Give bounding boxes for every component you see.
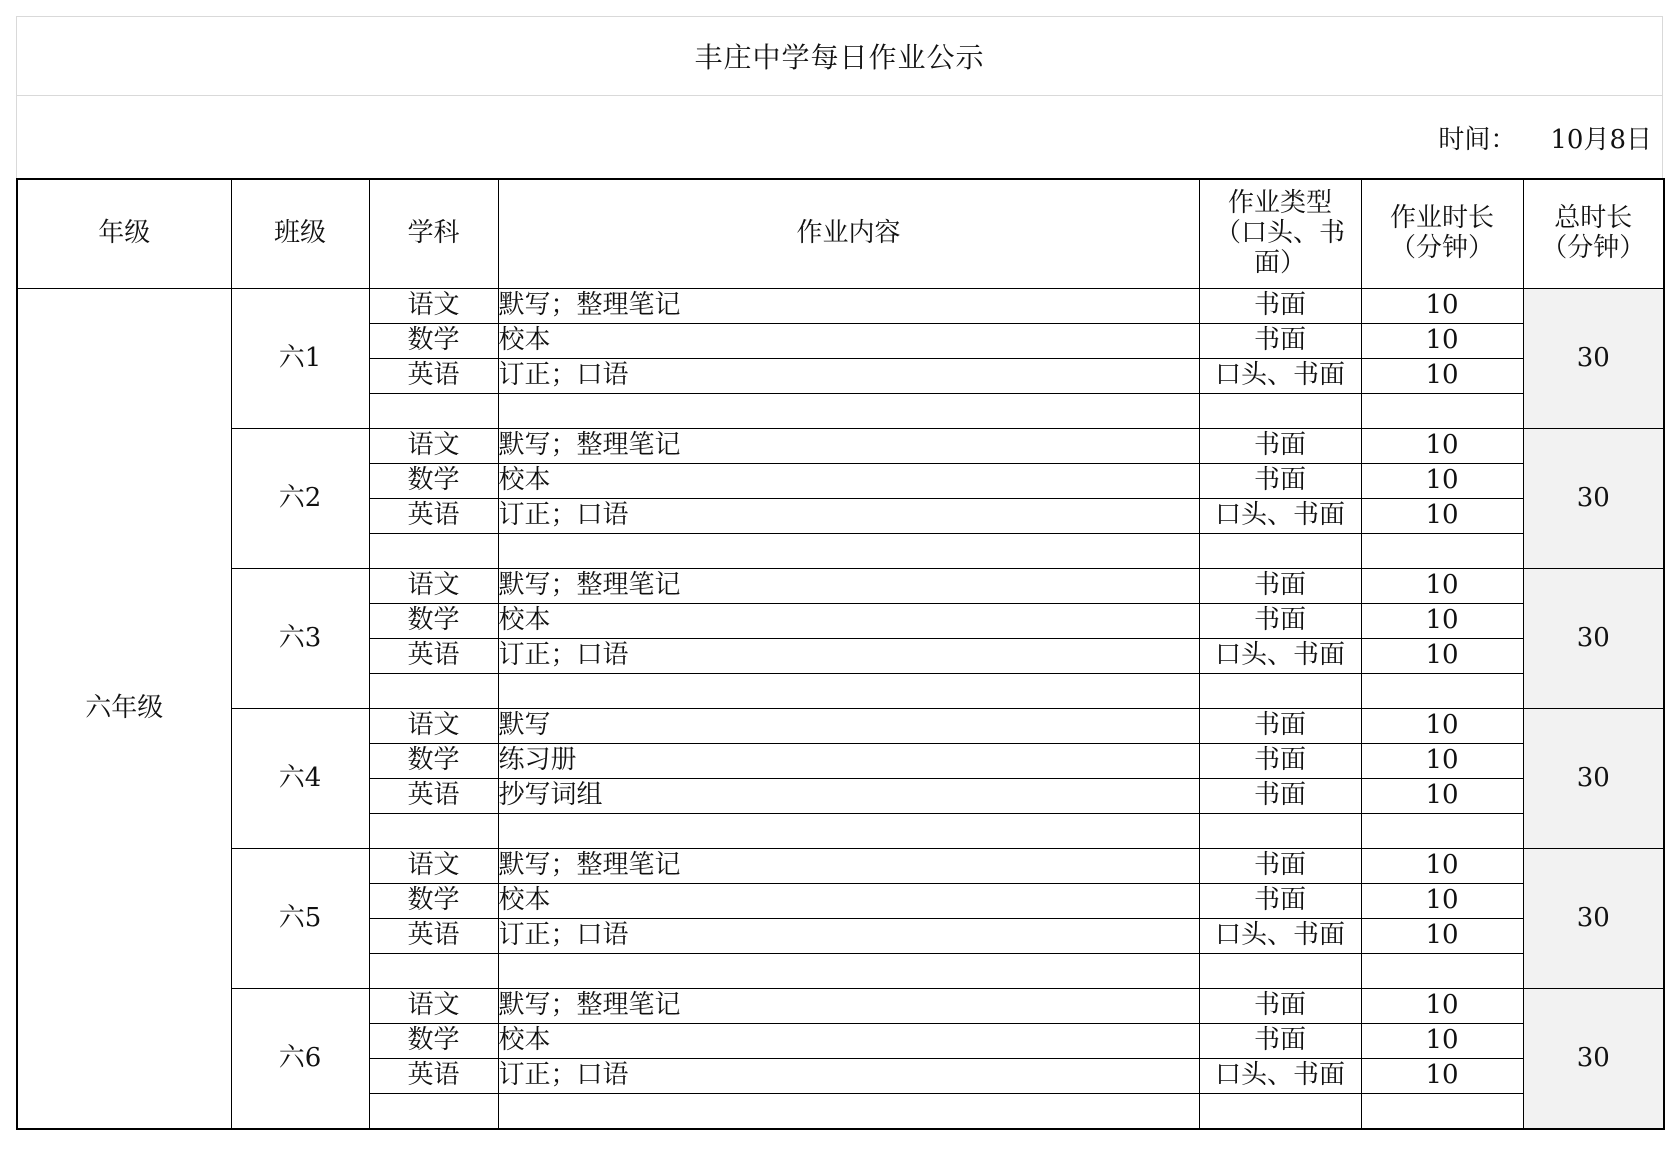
header-duration-line: （分钟） [1389, 233, 1494, 263]
minutes-cell: 10 [1361, 464, 1523, 499]
minutes-cell: 10 [1361, 289, 1523, 324]
content-cell: 默写；整理笔记 [498, 849, 1199, 884]
sheet-title-row [16, 16, 1663, 96]
content-cell: 订正；口语 [498, 1059, 1199, 1094]
header-total-line: （分钟） [1541, 233, 1646, 263]
minutes-cell [1361, 954, 1523, 989]
type-cell: 口头、书面 [1199, 499, 1361, 534]
table-row [17, 569, 1664, 604]
type-cell [1199, 954, 1361, 989]
content-cell: 校本 [498, 324, 1199, 359]
subject-cell [369, 674, 498, 709]
type-cell: 书面 [1199, 709, 1361, 744]
minutes-cell [1361, 1094, 1523, 1130]
subject-cell: 数学 [369, 744, 498, 779]
subject-cell: 英语 [369, 919, 498, 954]
content-cell: 抄写词组 [498, 779, 1199, 814]
minutes-cell: 10 [1361, 849, 1523, 884]
minutes-cell [1361, 534, 1523, 569]
minutes-cell: 10 [1361, 499, 1523, 534]
type-cell: 书面 [1199, 779, 1361, 814]
header-type [1199, 179, 1361, 289]
content-cell: 校本 [498, 884, 1199, 919]
minutes-cell: 10 [1361, 709, 1523, 744]
minutes-cell: 10 [1361, 779, 1523, 814]
homework-sheet [16, 16, 1663, 1130]
minutes-cell: 10 [1361, 639, 1523, 674]
content-cell: 默写；整理笔记 [498, 289, 1199, 324]
content-cell: 校本 [498, 604, 1199, 639]
type-cell: 书面 [1199, 1024, 1361, 1059]
minutes-cell: 10 [1361, 989, 1523, 1024]
content-cell [498, 1094, 1199, 1130]
subject-cell: 英语 [369, 639, 498, 674]
header-type-line: （口头、书 [1214, 218, 1345, 249]
date-value: 10月8日 [1550, 124, 1652, 155]
type-cell [1199, 674, 1361, 709]
minutes-cell: 10 [1361, 1059, 1523, 1094]
type-cell: 书面 [1199, 884, 1361, 919]
total-cell: 30 [1523, 569, 1664, 709]
type-cell [1199, 814, 1361, 849]
subject-cell: 英语 [369, 499, 498, 534]
minutes-cell: 10 [1361, 569, 1523, 604]
subject-cell: 数学 [369, 324, 498, 359]
subject-cell: 英语 [369, 359, 498, 394]
subject-cell: 英语 [369, 779, 498, 814]
subject-cell [369, 534, 498, 569]
header-subject: 学科 [369, 179, 498, 289]
header-total [1523, 179, 1664, 289]
type-cell: 书面 [1199, 849, 1361, 884]
content-cell: 订正；口语 [498, 499, 1199, 534]
type-cell: 书面 [1199, 324, 1361, 359]
subject-cell: 数学 [369, 604, 498, 639]
type-cell: 书面 [1199, 289, 1361, 324]
type-cell: 书面 [1199, 989, 1361, 1024]
total-cell: 30 [1523, 429, 1664, 569]
subject-cell [369, 954, 498, 989]
date-label: 时间： [1438, 124, 1517, 155]
subject-cell: 语文 [369, 569, 498, 604]
table-row [17, 429, 1664, 464]
type-cell [1199, 534, 1361, 569]
content-cell: 默写；整理笔记 [498, 429, 1199, 464]
subject-cell [369, 394, 498, 429]
type-cell [1199, 394, 1361, 429]
date-row [16, 96, 1663, 178]
subject-cell: 语文 [369, 429, 498, 464]
content-cell: 校本 [498, 1024, 1199, 1059]
header-type-line: 面） [1253, 247, 1306, 278]
type-cell: 书面 [1199, 464, 1361, 499]
subject-cell: 数学 [369, 1024, 498, 1059]
class-cell: 六2 [231, 429, 369, 569]
minutes-cell [1361, 814, 1523, 849]
content-cell [498, 674, 1199, 709]
total-cell: 30 [1523, 709, 1664, 849]
subject-cell: 英语 [369, 1059, 498, 1094]
class-cell: 六3 [231, 569, 369, 709]
total-cell: 30 [1523, 989, 1664, 1130]
content-cell [498, 534, 1199, 569]
total-cell: 30 [1523, 289, 1664, 429]
table-row [17, 709, 1664, 744]
content-cell: 默写；整理笔记 [498, 989, 1199, 1024]
minutes-cell: 10 [1361, 604, 1523, 639]
subject-cell [369, 814, 498, 849]
header-content: 作业内容 [498, 179, 1199, 289]
header-type-line: 作业类型 [1227, 188, 1332, 219]
header-duration-line: 作业时长 [1389, 203, 1494, 234]
type-cell: 口头、书面 [1199, 639, 1361, 674]
content-cell: 订正；口语 [498, 919, 1199, 954]
minutes-cell: 10 [1361, 324, 1523, 359]
class-cell: 六4 [231, 709, 369, 849]
content-cell: 订正；口语 [498, 359, 1199, 394]
minutes-cell: 10 [1361, 1024, 1523, 1059]
subject-cell: 语文 [369, 709, 498, 744]
content-cell: 练习册 [498, 744, 1199, 779]
header-duration [1361, 179, 1523, 289]
subject-cell: 数学 [369, 464, 498, 499]
minutes-cell: 10 [1361, 884, 1523, 919]
type-cell: 书面 [1199, 569, 1361, 604]
minutes-cell: 10 [1361, 429, 1523, 464]
grade-cell: 六年级 [17, 289, 231, 1130]
subject-cell: 数学 [369, 884, 498, 919]
header-class: 班级 [231, 179, 369, 289]
content-cell: 默写 [498, 709, 1199, 744]
table-row [17, 289, 1664, 324]
subject-cell: 语文 [369, 989, 498, 1024]
sheet-title: 丰庄中学每日作业公示 [694, 41, 985, 74]
table-row [17, 849, 1664, 884]
minutes-cell [1361, 394, 1523, 429]
class-cell: 六6 [231, 989, 369, 1130]
subject-cell: 语文 [369, 849, 498, 884]
class-cell: 六5 [231, 849, 369, 989]
header-total-line: 总时长 [1554, 203, 1633, 234]
total-cell: 30 [1523, 849, 1664, 989]
homework-table [16, 178, 1665, 1130]
header-row [17, 179, 1664, 289]
type-cell: 口头、书面 [1199, 1059, 1361, 1094]
type-cell: 口头、书面 [1199, 359, 1361, 394]
minutes-cell [1361, 674, 1523, 709]
content-cell [498, 814, 1199, 849]
type-cell: 书面 [1199, 429, 1361, 464]
content-cell: 默写；整理笔记 [498, 569, 1199, 604]
header-grade: 年级 [17, 179, 231, 289]
class-cell: 六1 [231, 289, 369, 429]
content-cell [498, 394, 1199, 429]
type-cell: 书面 [1199, 604, 1361, 639]
type-cell: 书面 [1199, 744, 1361, 779]
minutes-cell: 10 [1361, 744, 1523, 779]
content-cell: 订正；口语 [498, 639, 1199, 674]
content-cell: 校本 [498, 464, 1199, 499]
table-row [17, 989, 1664, 1024]
subject-cell: 语文 [369, 289, 498, 324]
table-body [17, 289, 1664, 1130]
type-cell: 口头、书面 [1199, 919, 1361, 954]
subject-cell [369, 1094, 498, 1130]
type-cell [1199, 1094, 1361, 1130]
minutes-cell: 10 [1361, 359, 1523, 394]
minutes-cell: 10 [1361, 919, 1523, 954]
content-cell [498, 954, 1199, 989]
